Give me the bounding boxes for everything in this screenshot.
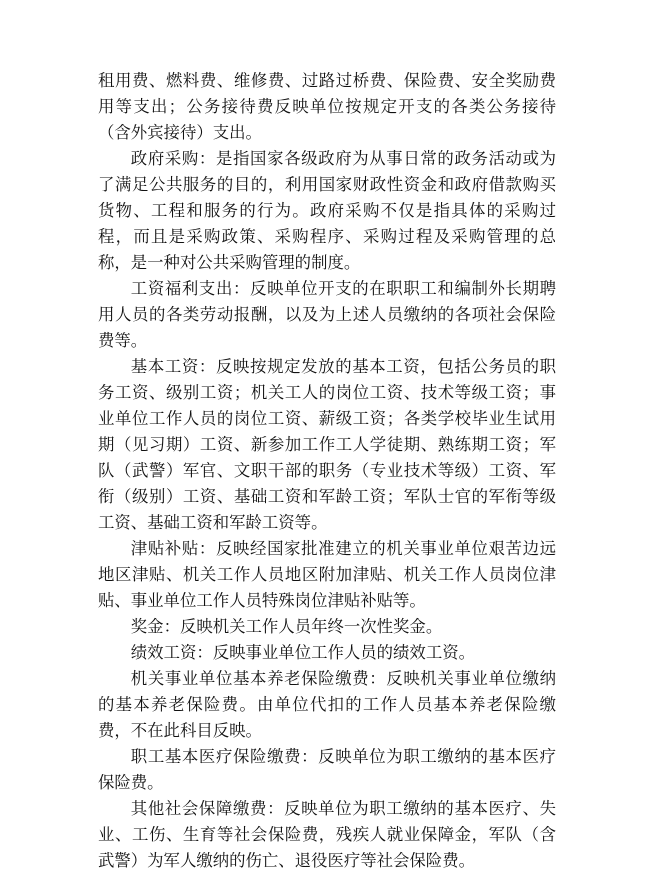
paragraph-bonus: 奖金：反映机关工作人员年终一次性奖金。 bbox=[130, 617, 443, 636]
paragraph-pension-insurance: 机关事业单位基本养老保险缴费：反映机关事业单位缴纳的基本养老保险费。由单位代扣的工作人员基本养老保险缴费，不在此科目反映。 bbox=[98, 669, 556, 740]
document-body bbox=[98, 68, 556, 874]
paragraph-medical-insurance: 职工基本医疗保险缴费：反映单位为职工缴纳的基本医疗保险费。 bbox=[98, 747, 556, 792]
paragraph-wage-welfare: 工资福利支出：反映单位开支的在职职工和编制外长期聘用人员的各类劳动报酬，以及为上述人员缴纳的各项社会保险费等。 bbox=[98, 279, 556, 350]
paragraph-allowances: 津贴补贴：反映经国家批准建立的机关事业单位艰苦边远地区津贴、机关工作人员地区附加津贴、机关工作人员岗位津贴、事业单位工作人员特殊岗位津贴补贴等。 bbox=[98, 539, 556, 610]
paragraph-other-social-security: 其他社会保障缴费：反映单位为职工缴纳的基本医疗、失业、工伤、生育等社会保险费，残疾人就业保障金，军队（含武警）为军人缴纳的伤亡、退役医疗等社会保险费。 bbox=[98, 799, 556, 870]
paragraph-government-procurement: 政府采购：是指国家各级政府为从事日常的政务活动或为了满足公共服务的目的，利用国家财政性资金和政府借款购买货物、工程和服务的行为。政府采购不仅是指具体的采购过程，而且是采购政策、采购程序、采购过程及采购管理的总称，是一种对公共采购管理的制度。 bbox=[98, 149, 556, 272]
paragraph-basic-wage: 基本工资：反映按规定发放的基本工资，包括公务员的职务工资、级别工资；机关工人的岗位工资、技术等级工资；事业单位工作人员的岗位工资、薪级工资；各类学校毕业生试用期（见习期）工资、新参加工作工人学徒期、熟练期工资；军队（武警）军官、文职干部的职务（专业技术等级）工资、军衔（级别）工资、基础工资和军龄工资；军队士官的军衔等级工资、基础工资和军龄工资等。 bbox=[98, 357, 556, 532]
paragraph-continuation: 租用费、燃料费、维修费、过路过桥费、保险费、安全奖励费用等支出；公务接待费反映单位按规定开支的各类公务接待（含外宾接待）支出。 bbox=[98, 71, 556, 142]
paragraph-performance-wage: 绩效工资：反映事业单位工作人员的绩效工资。 bbox=[130, 643, 475, 662]
